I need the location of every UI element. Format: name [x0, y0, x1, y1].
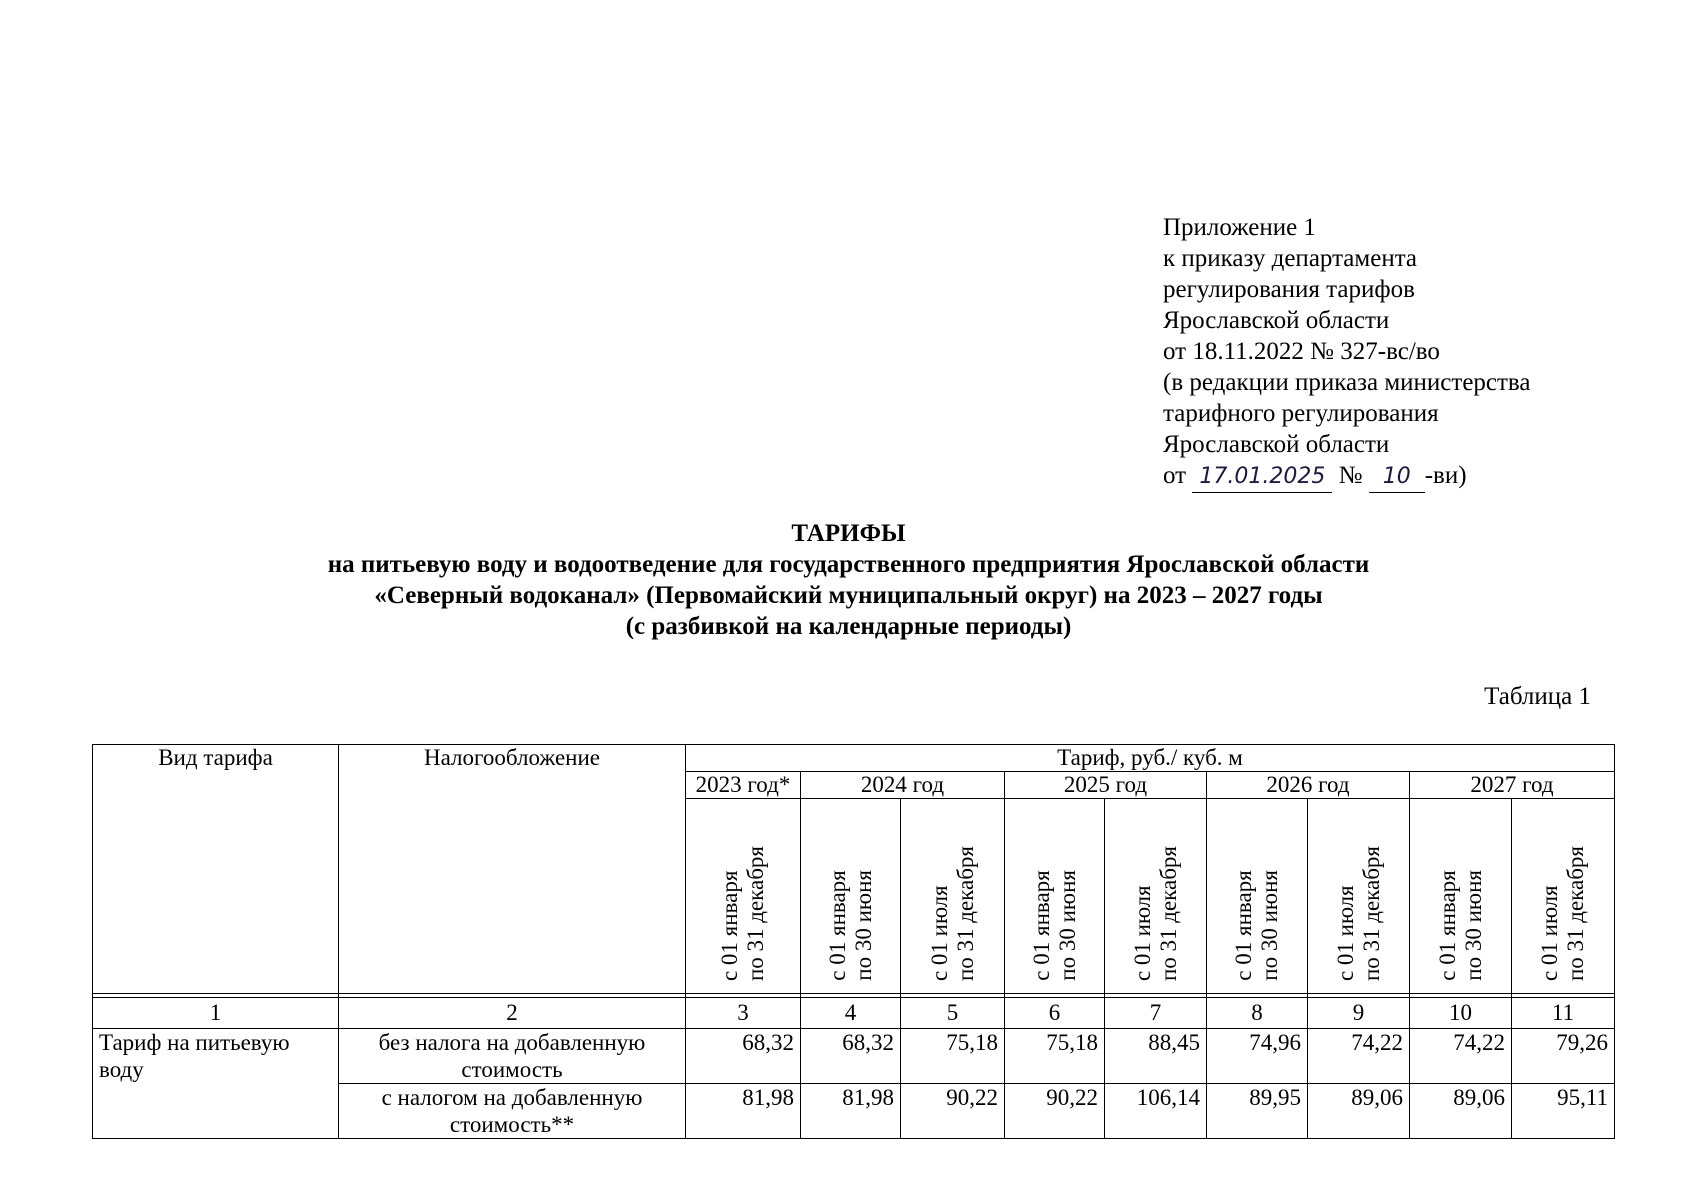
period-from: с 01 июля: [1537, 885, 1562, 981]
period-from: с 01 января: [1231, 870, 1256, 981]
value-cell: 88,45: [1105, 1029, 1207, 1084]
header-year: 2024 год: [801, 772, 1005, 799]
period-header: [1105, 799, 1207, 994]
column-number: 11: [1512, 998, 1615, 1029]
tax-cell: с налогом на добавленную стоимость**: [339, 1084, 686, 1139]
column-number: 5: [901, 998, 1005, 1029]
period-header: [901, 799, 1005, 994]
column-number: 4: [801, 998, 901, 1029]
period-from: с 01 января: [1028, 870, 1054, 981]
period-header: [801, 799, 901, 994]
appendix-line: от 18.11.2022 № 327-вс/во: [1163, 338, 1440, 365]
value-cell: 90,22: [901, 1084, 1005, 1139]
header-kind: Вид тарифа: [93, 745, 339, 994]
appendix-line: тарифного регулирования: [1163, 400, 1439, 427]
period-to: по 31 декабря: [1358, 845, 1384, 981]
title-line3: (с разбивкой на календарные периоды): [625, 613, 1072, 640]
handwritten-number: 10: [1369, 461, 1425, 493]
title-line1: на питьевую воду и водоотведение для государственного предприятия Ярославской области: [327, 551, 1370, 578]
value-cell: 89,06: [1308, 1084, 1410, 1139]
period-to: по 31 декабря: [1155, 845, 1181, 981]
period-from: с 01 января: [1434, 870, 1460, 981]
value-cell: 95,11: [1512, 1084, 1615, 1139]
header-tax: Налогообложение: [339, 745, 686, 994]
appendix-line: регулирования тарифов: [1163, 276, 1415, 303]
period-header: [1512, 799, 1615, 994]
value-cell: 75,18: [901, 1029, 1005, 1084]
value-cell: 74,22: [1308, 1029, 1410, 1084]
value-cell: 81,98: [686, 1084, 801, 1139]
handwritten-date: 17.01.2025: [1192, 461, 1332, 493]
header-year: 2027 год: [1410, 772, 1615, 799]
column-number: 6: [1005, 998, 1105, 1029]
column-number: 8: [1207, 998, 1308, 1029]
title-heading: ТАРИФЫ: [791, 520, 906, 547]
period-header: [1207, 799, 1308, 994]
period-from: с 01 июля: [1129, 885, 1155, 981]
value-cell: 79,26: [1512, 1029, 1615, 1084]
appendix-line: к приказу департамента: [1163, 245, 1418, 272]
period-header: [1005, 799, 1105, 994]
appendix-line: Ярославской области: [1163, 431, 1390, 458]
value-cell: 68,32: [801, 1029, 901, 1084]
period-to: по 30 июня: [1054, 870, 1080, 981]
appendix-block: [1163, 212, 1531, 493]
appendix-line: Приложение 1: [1163, 214, 1316, 241]
tariff-table: [92, 744, 1615, 1139]
appendix-line: (в редакции приказа министерства: [1163, 369, 1531, 396]
appendix-line: Ярославской области: [1163, 307, 1390, 334]
appendix-last-line: [1163, 460, 1531, 493]
period-header: [1308, 799, 1410, 994]
period-from: с 01 июля: [926, 885, 952, 981]
column-number: 9: [1308, 998, 1410, 1029]
column-number: 2: [339, 998, 686, 1029]
period-to: по 30 июня: [1257, 870, 1282, 981]
period-from: с 01 января: [717, 870, 742, 981]
column-number-row: [93, 998, 1615, 1029]
title-line2: «Северный водоканал» (Первомайский муниципальный округ) на 2023 – 2027 годы: [374, 582, 1323, 609]
tariff-kind-cell: Тариф на питьевую воду: [93, 1029, 339, 1139]
value-cell: 106,14: [1105, 1084, 1207, 1139]
header-year: 2023 год*: [686, 772, 801, 799]
table-row: [93, 1029, 1615, 1084]
tax-cell: без налога на добавленную стоимость: [339, 1029, 686, 1084]
header-tariff: Тариф, руб./ куб. м: [686, 745, 1615, 772]
column-number: 7: [1105, 998, 1207, 1029]
table-label: Таблица 1: [1484, 683, 1591, 710]
period-to: по 31 декабря: [952, 845, 978, 981]
value-cell: 89,95: [1207, 1084, 1308, 1139]
period-to: по 30 июня: [850, 870, 876, 981]
period-header: [686, 799, 801, 994]
appendix-suffix: -ви): [1424, 462, 1467, 489]
value-cell: 74,96: [1207, 1029, 1308, 1084]
value-cell: 90,22: [1005, 1084, 1105, 1139]
header-year: 2025 год: [1005, 772, 1207, 799]
appendix-prefix: от: [1163, 462, 1187, 489]
period-to: по 31 декабря: [743, 845, 768, 981]
value-cell: 75,18: [1005, 1029, 1105, 1084]
value-cell: 68,32: [686, 1029, 801, 1084]
column-number: 1: [93, 998, 339, 1029]
period-header: [1410, 799, 1512, 994]
column-number: 10: [1410, 998, 1512, 1029]
period-from: с 01 июля: [1332, 885, 1358, 981]
value-cell: 81,98: [801, 1084, 901, 1139]
period-to: по 30 июня: [1460, 870, 1486, 981]
number-sign: №: [1338, 462, 1363, 489]
document-title: [0, 518, 1697, 642]
column-number: 3: [686, 998, 801, 1029]
period-to: по 31 декабря: [1563, 845, 1588, 981]
period-from: с 01 января: [824, 870, 850, 981]
value-cell: 74,22: [1410, 1029, 1512, 1084]
header-year: 2026 год: [1207, 772, 1410, 799]
value-cell: 89,06: [1410, 1084, 1512, 1139]
